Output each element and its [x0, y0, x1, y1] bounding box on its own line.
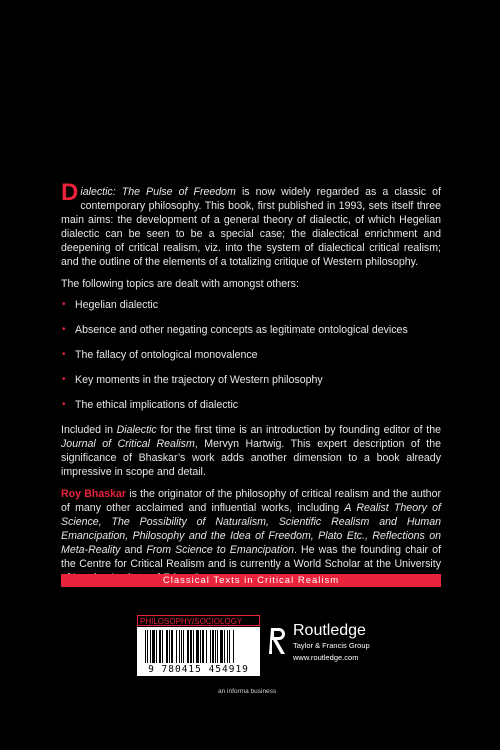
topics-list [61, 298, 441, 412]
description-text: is now widely regarded as a classic of contemporary philosophy. This book, first published in 1993, sets itself three main aims: the development of a general theory of dialectic, of which Hegelian dialectic can be seen to be a special case; the dialectical enrichment and deepening of critical realism, viz. into the system of dialectical critical realism; and the outline of the elements of a totalizing critique of Western philosophy. [61, 186, 441, 269]
barcode-bar [229, 630, 230, 663]
barcode-bar [179, 630, 180, 663]
included-paragraph: Included in Dialectic for the first time is an introduction by founding editor of the Journal of Critical Realism, Mervyn Hartwig. This expert description of the significance of Bhaskar’s work adds another dimension to a book already impressive in scope and detail. [61, 424, 442, 479]
description-paragraph [61, 179, 441, 270]
isbn-number: 9 780415 454919 [148, 664, 249, 675]
barcode-bar [190, 630, 192, 663]
bullet-icon: • [62, 298, 66, 310]
publisher-url: www.routledge.com [293, 653, 359, 662]
list-item: • The ethical implications of dialectic [62, 399, 239, 412]
routledge-logo-icon [268, 624, 290, 658]
list-item: • Hegelian dialectic [62, 298, 159, 311]
barcode [137, 627, 260, 676]
barcode-bar [224, 630, 225, 663]
bullet-icon: • [62, 348, 66, 360]
barcode-bars [137, 627, 260, 665]
barcode-bar [152, 630, 155, 663]
barcode-bar [162, 630, 163, 663]
bullet-icon: • [62, 373, 66, 385]
barcode-bar [156, 630, 157, 663]
barcode-bar [171, 630, 173, 663]
barcode-bar [212, 630, 214, 663]
book-title: ialectic: The Pulse of Freedom [80, 186, 236, 198]
barcode-bar [196, 630, 199, 663]
barcode-bar [159, 630, 161, 663]
informa-tagline: an informa business [218, 688, 277, 695]
bullet-icon: • [62, 323, 66, 335]
barcode-bar [210, 630, 211, 663]
list-item: • Key moments in the trajectory of Western philosophy [62, 373, 323, 386]
list-item: • The fallacy of ontological monovalence [62, 348, 258, 361]
series-bar: Classical Texts in Critical Realism [61, 574, 441, 587]
barcode-bar [193, 630, 194, 663]
author-paragraph: Roy Bhaskar is the originator of the philosophy of critical realism and the author of many other acclaimed and influential works, including A Realist Theory of Science, The Possibility of Naturalism, Scientific Realism and Human Emancipation, Philosophy and the Idea of Freedom, Plato Etc., Reflections on Meta-Reality and From Science to Emancipation. He was the founding chair of the Centre for Critical Realism and is currently a World Scholar at the University [61, 487, 441, 570]
barcode-bar [202, 630, 204, 663]
drop-cap: D [61, 179, 79, 206]
publisher-block [268, 622, 398, 672]
barcode-bar [187, 630, 189, 663]
barcode-bar [147, 630, 148, 663]
barcode-bar [181, 630, 182, 663]
barcode-bar [176, 630, 177, 663]
subject-label: PHILOSOPHY/SOCIOLOGY [137, 615, 260, 626]
bullet-icon: • [62, 399, 66, 411]
barcode-bar [200, 630, 201, 663]
barcode-bar [183, 630, 184, 663]
barcode-bar [166, 630, 168, 663]
barcode-bar [169, 630, 170, 663]
publisher-name: Routledge [293, 622, 366, 639]
back-cover-text [61, 179, 442, 592]
author-name: Roy Bhaskar [61, 487, 127, 500]
topics-intro: The following topics are dealt with amongst others: [61, 277, 299, 290]
publisher-group: Taylor & Francis Group [293, 641, 370, 650]
barcode-bar [150, 630, 151, 663]
barcode-bar [215, 630, 216, 663]
barcode-bar [206, 630, 207, 663]
barcode-bar [227, 630, 228, 663]
barcode-bar [145, 630, 146, 663]
barcode-bar [233, 630, 234, 663]
barcode-bar [220, 630, 223, 663]
barcode-bar [217, 630, 218, 663]
list-item: • Absence and other negating concepts as legitimate ontological devices [62, 323, 408, 336]
